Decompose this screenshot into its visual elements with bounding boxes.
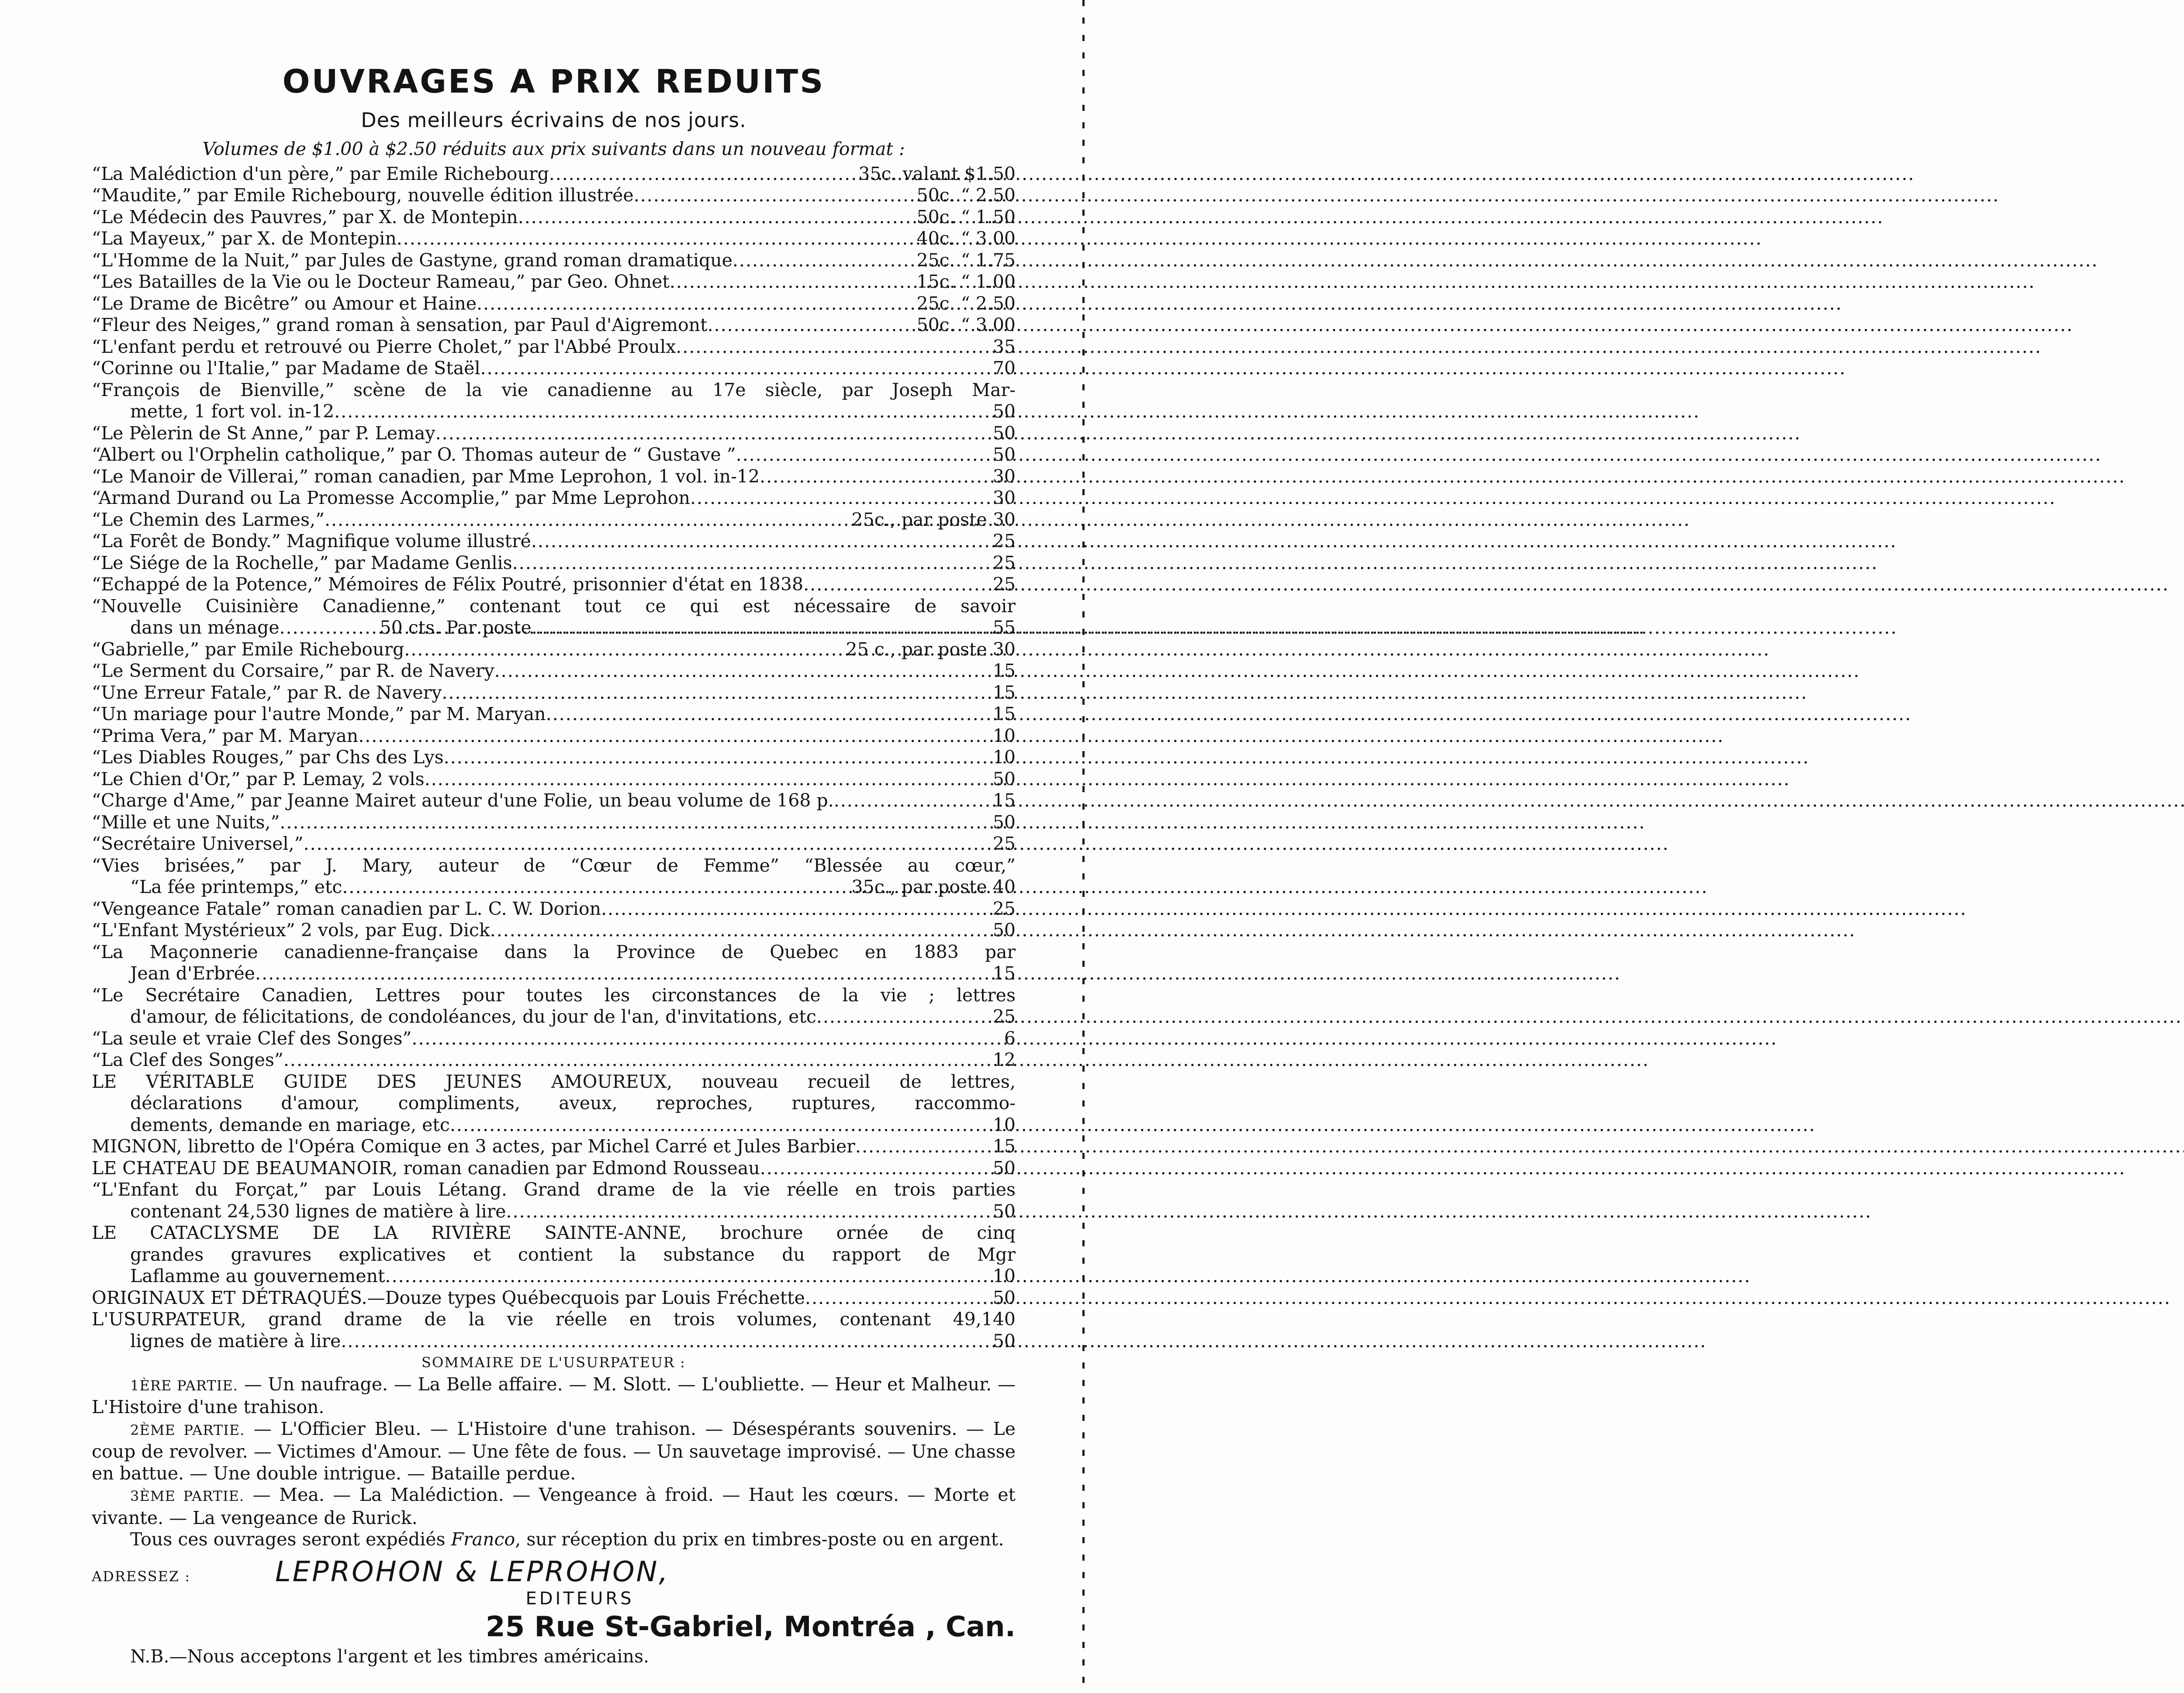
list-item: “La Malédiction d'un père,” par Emile Richebourg ..... 35c. valant $1.50: [92, 163, 1016, 185]
list-item: “Vengeance Fatale” roman canadien par L. C. W. Dorion ..... 25: [92, 898, 1016, 920]
list-item: “Nouvelle Cuisinière Canadienne,” contenant tout ce qui est nécessaire de savoir dans un ménage ..... 50 cts. Par poste ..... 55: [92, 596, 1016, 639]
intro-line: Volumes de $1.00 à $2.50 réduits aux prix suivants dans un nouveau format :: [202, 138, 905, 159]
list-item: LE CATACLYSME DE LA RIVIÈRE SAINTE-ANNE, brochure ornée de cinq grandes gravures explicatives et contient la substance du rapport de Mgr Laflamme au gouvernement ..... 10: [92, 1222, 1016, 1287]
page-title: OUVRAGES A PRIX REDUITS: [282, 63, 825, 100]
book-list: [92, 163, 1016, 1352]
sommaire-part-2: 2ÈME PARTIE. — L'Officier Bleu. — L'Histoire d'une trahison. — Désespérants souvenirs. — Le coup de revolver. — Victimes d'Amour. — Une fête de fous. — Un sauvetage improvisé. — Une chasse en battue. — Une double intrigue. — Bataille perdue.: [92, 1418, 1016, 1484]
list-item: “La Forêt de Bondy.” Magnifique volume illustré ..... 25: [92, 531, 1016, 552]
list-item: “Le Pèlerin de St Anne,” par P. Lemay ..... 50: [92, 423, 1016, 445]
list-item: “La Maçonnerie canadienne-française dans la Province de Quebec en 1883 par Jean d'Erbrée ..... 15: [92, 941, 1016, 985]
list-item: “Echappé de la Potence,” Mémoires de Félix Poutré, prisonnier d'état en 1838 ..... 25: [92, 574, 1016, 596]
list-item: “L'Enfant du Forçat,” par Louis Létang. Grand drame de la vie réelle en trois parties contenant 24,530 lignes de matière à lire ..... 50: [92, 1179, 1016, 1222]
list-item: “Le Siége de la Rochelle,” par Madame Genlis ..... 25: [92, 552, 1016, 574]
advertisement-page: [92, 63, 1016, 1668]
list-item: “Le Secrétaire Canadien, Lettres pour toutes les circonstances de la vie ; lettres d'amour, de félicitations, de condoléances, du jour de l'an, d'invitations, etc ..... 25: [92, 985, 1016, 1028]
publisher-role: EDITEURS: [525, 1588, 634, 1609]
publisher-name: LEPROHON & LEPROHON,: [275, 1555, 670, 1588]
list-item: LE CHATEAU DE BEAUMANOIR, roman canadien par Edmond Rousseau ..... 50: [92, 1158, 1016, 1179]
list-item: “Fleur des Neiges,” grand roman à sensation, par Paul d'Aigremont ..... 50c. “ 3.00: [92, 314, 1016, 336]
list-item: L'USURPATEUR, grand drame de la vie réelle en trois volumes, contenant 49,140 lignes de matière à lire ..... 50: [92, 1309, 1016, 1352]
nb-note: N.B.—Nous acceptons l'argent et les timbres américains.: [130, 1646, 650, 1667]
list-item: “Secrétaire Universel,” ..... 25: [92, 833, 1016, 855]
list-item: “L'Homme de la Nuit,” par Jules de Gastyne, grand roman dramatique ..... 25c. “ 1.75: [92, 250, 1016, 272]
list-item: “Une Erreur Fatale,” par R. de Navery ..... 15: [92, 682, 1016, 704]
list-item: “Le Manoir de Villerai,” roman canadien, par Mme Leprohon, 1 vol. in-12 ..... 30: [92, 466, 1016, 488]
list-item: “La Clef des Songes” ..... 12: [92, 1049, 1016, 1071]
sommaire-heading: SOMMAIRE DE L'USURPATEUR :: [422, 1354, 686, 1371]
list-item: MIGNON, libretto de l'Opéra Comique en 3 actes, par Michel Carré et Jules Barbier ..... 15: [92, 1136, 1016, 1158]
shipping-note: Tous ces ouvrages seront expédiés Franco, sur réception du prix en timbres-poste ou en argent.: [130, 1529, 1004, 1550]
list-item: “L'Enfant Mystérieux” 2 vols, par Eug. Dick ..... 50: [92, 920, 1016, 941]
list-item: ORIGINAUX ET DÉTRAQUÉS.—Douze types Québecquois par Louis Fréchette ..... 50: [92, 1287, 1016, 1309]
list-item: “La Mayeux,” par X. de Montepin ..... 40c. “ 3.00: [92, 228, 1016, 250]
list-item: “Charge d'Ame,” par Jeanne Mairet auteur d'une Folie, un beau volume de 168 p. ..... 15: [92, 790, 1016, 812]
address-row: [92, 1556, 1016, 1588]
publisher-address: 25 Rue St-Gabriel, Montréa , Can.: [486, 1610, 1016, 1643]
list-item: “Gabrielle,” par Emile Richebourg ..... 25 c., par poste 30: [92, 639, 1016, 661]
list-item: “Albert ou l'Orphelin catholique,” par O. Thomas auteur de “ Gustave ” ..... 50: [92, 444, 1016, 466]
list-item: “L'enfant perdu et retrouvé ou Pierre Cholet,” par l'Abbé Proulx ..... 35: [92, 336, 1016, 358]
list-item: “Le Chemin des Larmes,” ..... 25c., par poste 30: [92, 509, 1016, 531]
list-item: “Corinne ou l'Italie,” par Madame de Staël ..... 70: [92, 358, 1016, 379]
list-item: “Le Serment du Corsaire,” par R. de Navery ..... 15: [92, 660, 1016, 682]
sommaire-part-1: 1ÈRE PARTIE. — Un naufrage. — La Belle affaire. — M. Slott. — L'oubliette. — Heur et Malheur. — L'Histoire d'une trahison.: [92, 1373, 1016, 1418]
address-label: ADRESSEZ :: [92, 1568, 191, 1585]
list-item: “François de Bienville,” scène de la vie canadienne au 17e siècle, par Joseph Mar- mette, 1 fort vol. in-12 ..... 50: [92, 379, 1016, 423]
list-item: “Armand Durand ou La Promesse Accomplie,” par Mme Leprohon ..... 30: [92, 487, 1016, 509]
list-item: “Mille et une Nuits,” ..... 50: [92, 812, 1016, 834]
list-item: “Un mariage pour l'autre Monde,” par M. Maryan ..... 15: [92, 703, 1016, 725]
sommaire-part-3: 3ÈME PARTIE. — Mea. — La Malédiction. — Vengeance à froid. — Haut les cœurs. — Morte et vivante. — La vengeance de Rurick.: [92, 1484, 1016, 1528]
list-item: “Les Diables Rouges,” par Chs des Lys ..... 10: [92, 747, 1016, 769]
list-item: “Maudite,” par Emile Richebourg, nouvelle édition illustrée ..... 50c. “ 2.50: [92, 185, 1016, 207]
list-item: “Le Médecin des Pauvres,” par X. de Montepin ..... 50c. “ 1.50: [92, 207, 1016, 228]
list-item: “Le Chien d'Or,” par P. Lemay, 2 vols ..... 50: [92, 769, 1016, 790]
list-item: “La seule et vraie Clef des Songes” ..... 6: [92, 1028, 1016, 1050]
list-item: “Le Drame de Bicêtre” ou Amour et Haine ..... 25c. “ 2.50: [92, 293, 1016, 315]
list-item: “Les Batailles de la Vie ou le Docteur Rameau,” par Geo. Ohnet ..... 15c. “ 1.00: [92, 271, 1016, 293]
list-item: “Vies brisées,” par J. Mary, auteur de “Cœur de Femme” “Blessée au cœur,” “La fée printemps,” etc ..... 35c., par poste 40: [92, 855, 1016, 898]
list-item: LE VÉRITABLE GUIDE DES JEUNES AMOUREUX, nouveau recueil de lettres, déclarations d'amour, compliments, aveux, reproches, ruptures, raccommo- dements, demande en mariage, etc ..... 10: [92, 1071, 1016, 1136]
page-subtitle: Des meilleurs écrivains de nos jours.: [361, 108, 746, 132]
list-item: “Prima Vera,” par M. Maryan ..... 10: [92, 725, 1016, 747]
